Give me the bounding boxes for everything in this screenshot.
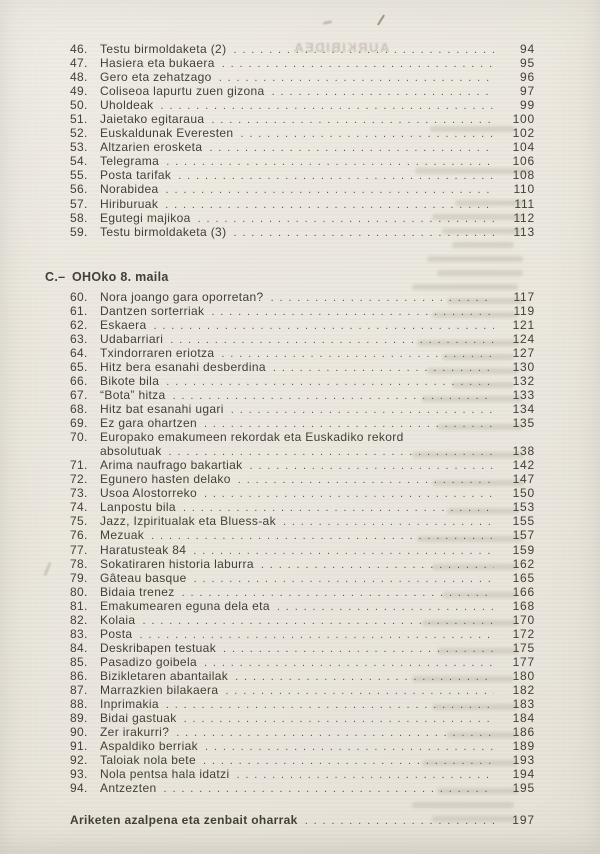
dot-leader [211,304,494,318]
dot-leader [204,416,494,430]
toc-item-title: Gâteau basque [100,570,187,585]
toc-item-page: 166 [512,584,535,599]
toc-item-number: 47. [70,56,88,71]
toc-item-number: 63. [70,331,88,346]
section-label: C.– [45,269,66,284]
toc-item-title: Telegrama [100,154,160,169]
toc-row [70,641,535,655]
toc-item-number: 81. [70,598,88,613]
toc-row [70,290,535,304]
toc-item-page: 133 [512,387,535,402]
toc-row [70,360,535,374]
toc-row [70,42,535,56]
dot-leader [176,725,494,739]
toc-item-page: 127 [512,345,535,360]
toc-item-page: 94 [520,42,535,56]
toc-item-number: 72. [70,472,88,487]
toc-row [70,458,535,472]
toc-row [70,126,535,140]
toc-row [70,182,535,196]
dot-leader [219,70,494,84]
toc-item-page: 150 [512,486,535,501]
dot-leader [205,739,494,753]
toc-row [70,332,535,346]
toc-item-number: 66. [70,373,88,388]
toc-item-number: 55. [70,168,88,183]
toc-row [70,753,535,767]
toc-row [70,627,535,641]
dot-leader [203,753,494,767]
toc-item-number: 77. [70,542,88,557]
toc-item-page: 147 [512,472,535,487]
dot-leader [204,655,494,669]
toc-item-page: 193 [512,753,535,768]
toc-item-number: 54. [70,154,88,169]
toc-item-number: 85. [70,654,88,669]
dot-leader [277,599,494,613]
toc-item-number: 59. [70,224,88,239]
toc-item-page: 138 [512,444,535,459]
toc-item-number: 82. [70,612,88,627]
toc-item-title: Txindorraren eriotza [100,345,215,360]
dot-leader [139,627,494,641]
pen-mark-artifact [377,14,385,25]
toc-item-title: Pasadizo goibela [100,654,198,669]
toc-item-page: 182 [512,682,535,697]
toc-item-number: 84. [70,640,88,655]
toc-row [70,486,535,500]
toc-row [70,70,535,84]
toc-item-number: 91. [70,739,88,754]
toc-item-title: Sokatiraren historia laburra [100,556,254,571]
toc-item-number: 67. [70,387,88,402]
toc-item-title: Hasiera eta bukaera [100,56,215,71]
toc-item-title: Nola pentsa hala idatzi [100,767,230,782]
toc-item-page: 175 [512,640,535,655]
toc-item-title: Norabidea [100,182,159,197]
toc-row [70,154,535,168]
toc-footer-page: 197 [512,813,535,828]
toc-item-number: 71. [70,458,88,473]
toc-item-title: Nora joango gara oporretan? [100,289,264,304]
toc-row [70,304,535,318]
toc-item-page: 194 [512,767,535,782]
toc-row [70,557,535,571]
toc-footer-row [70,813,535,827]
toc-item-title: Aspaldiko berriak [100,739,198,754]
toc-item-page: 168 [512,598,535,613]
toc-row [70,697,535,711]
toc-row [70,140,535,154]
toc-item-title: Gero eta zehatzago [100,70,212,85]
toc-item-title: Egunero hasten delako [100,472,231,487]
toc-item-page: 97 [520,84,535,99]
toc-item-title: Testu birmoldaketa (3) [100,224,227,239]
dot-leader [184,711,494,725]
toc-item-number: 50. [70,98,88,113]
toc-item-title: Europako emakumeen rekordak eta Euskadiko rekord [100,430,404,445]
toc-item-number: 83. [70,626,88,641]
toc-item-page: 113 [513,224,535,239]
toc-item-title: Marrazkien bilakaera [100,682,219,697]
toc-item-page: 159 [512,542,535,557]
table-of-contents [45,42,535,828]
toc-row [70,543,535,557]
dot-leader [182,585,494,599]
toc-item-number: 93. [70,767,88,782]
toc-row [70,98,535,112]
toc-item-title: Hiriburuak [100,196,159,211]
dot-leader [169,444,494,458]
toc-item-page: 100 [512,112,535,127]
toc-footer-title: Ariketen azalpena eta zenbait oharrak [70,813,298,828]
toc-item-number: 80. [70,584,88,599]
toc-item-number: 48. [70,70,88,85]
toc-item-page: 108 [512,168,535,183]
toc-item-title: Deskribapen testuak [100,640,217,655]
toc-row [70,346,535,360]
toc-item-title: Hitz bat esanahi ugari [100,402,224,417]
toc-item-page: 102 [512,126,535,141]
dot-leader [221,346,494,360]
dot-leader [183,500,494,514]
bleedthrough-title: AURKIBIDEA [292,40,390,55]
toc-item-title: Arima naufrago bakartiak [100,458,243,473]
toc-item-page: 153 [512,500,535,515]
smudge-artifact [43,562,51,576]
toc-item-number: 49. [70,84,88,99]
dot-leader [204,486,494,500]
toc-row [70,472,535,486]
toc-item-title: Altzarien erosketa [100,140,203,155]
toc-row [70,767,535,781]
toc-item-title: absolutuak [100,444,162,459]
toc-item-page: 135 [512,416,535,431]
toc-item-number: 70. [70,430,88,445]
toc-item-page: 110 [513,182,535,197]
dot-leader [153,318,494,332]
toc-item-page: 155 [512,514,535,529]
toc-item-page: 186 [512,725,535,740]
toc-row [70,725,535,739]
section-heading [45,270,535,284]
toc-row [70,225,535,239]
toc-item-title: Testu birmoldaketa (2) [100,42,227,56]
toc-item-page: 112 [513,210,535,225]
dot-leader [225,683,494,697]
dot-leader [161,98,494,112]
toc-row [70,388,535,402]
toc-item-number: 87. [70,682,88,697]
toc-item-number: 78. [70,556,88,571]
toc-item-title: Euskaldunak Everesten [100,126,234,141]
dot-leader [173,388,494,402]
toc-item-title: Hitz bera esanahi desberdina [100,359,266,374]
dot-leader [164,781,494,795]
toc-item-title: Posta [100,626,133,641]
dot-leader [249,458,494,472]
toc-item-title: Jazz, Izpiritualak eta Bluess-ak [100,514,276,529]
toc-item-number: 74. [70,500,88,515]
dot-leader [272,84,494,98]
toc-item-title: Zer irakurri? [100,725,170,740]
toc-item-number: 52. [70,126,88,141]
dot-leader [271,290,494,304]
dot-leader [166,697,494,711]
toc-item-page: 99 [520,98,535,113]
toc-row [70,416,535,430]
toc-item-title: Ez gara ohartzen [100,416,197,431]
toc-row [70,318,535,332]
toc-item-number: 76. [70,528,88,543]
toc-item-number: 69. [70,416,88,431]
toc-item-page: 195 [512,781,535,796]
toc-row [70,655,535,669]
toc-item-number: 64. [70,345,88,360]
toc-row [70,514,535,528]
toc-item-page: 117 [513,289,535,304]
dot-leader [166,154,494,168]
toc-item-number: 51. [70,112,88,127]
toc-row [70,683,535,697]
dot-leader [198,211,494,225]
toc-row [70,430,535,444]
toc-row [70,168,535,182]
toc-item-page: 142 [512,458,535,473]
toc-row [70,500,535,514]
toc-item-title: Posta tarifak [100,168,172,183]
toc-item-page: 96 [520,70,535,85]
dot-leader [233,225,494,239]
toc-row [70,56,535,70]
toc-item-title: Inprimakia [100,697,159,712]
toc-item-number: 89. [70,711,88,726]
dot-leader [178,168,494,182]
toc-item-number: 62. [70,317,88,332]
toc-item-title: Eskaera [100,317,147,332]
toc-item-title: Kolaia [100,612,136,627]
dot-leader [231,402,494,416]
toc-item-page: 177 [512,654,535,669]
dot-leader [166,182,494,196]
toc-item-page: 124 [512,331,535,346]
dot-leader [223,641,494,655]
toc-row [70,711,535,725]
toc-row [70,571,535,585]
toc-item-number: 88. [70,697,88,712]
smudge-artifact [323,20,332,25]
toc-item-page: 104 [512,140,535,155]
dot-leader [273,360,494,374]
dot-leader [142,613,494,627]
toc-item-page: 134 [512,402,535,417]
toc-item-title: “Bota” hitza [100,387,166,402]
dot-leader [305,813,494,827]
dot-leader [170,332,494,346]
toc-item-number: 58. [70,210,88,225]
toc-item-page: 183 [512,697,535,712]
toc-item-title: Jaietako egitaraua [100,112,205,127]
toc-item-page: 189 [512,739,535,754]
toc-row [70,528,535,542]
dot-leader [283,514,494,528]
toc-item-page: 170 [512,612,535,627]
toc-item-page: 180 [512,668,535,683]
dot-leader [238,472,494,486]
toc-row [70,211,535,225]
toc-item-page: 111 [514,196,535,211]
dot-leader [240,126,494,140]
toc-row [70,402,535,416]
dot-leader [222,56,494,70]
toc-item-title: Bidai gastuak [100,711,177,726]
toc-item-title: Egutegi majikoa [100,210,191,225]
toc-item-page: 162 [512,556,535,571]
toc-item-title: Antzezten [100,781,157,796]
toc-item-number: 65. [70,359,88,374]
toc-item-number: 92. [70,753,88,768]
toc-item-page: 121 [512,317,535,332]
toc-row [70,585,535,599]
toc-item-page: 95 [520,56,535,71]
toc-item-number: 60. [70,289,88,304]
toc-row [70,112,535,126]
dot-leader [166,374,494,388]
toc-item-page: 119 [513,303,535,318]
toc-item-number: 73. [70,486,88,501]
toc-item-number: 79. [70,570,88,585]
toc-item-title: Bizikletaren abantailak [100,668,229,683]
toc-row [70,669,535,683]
dot-leader [209,140,494,154]
toc-item-number: 56. [70,182,88,197]
toc-item-number: 86. [70,668,88,683]
section-title: OHOko 8. maila [72,269,169,284]
toc-item-title: Coliseoa lapurtu zuen gizona [100,84,265,99]
toc-row [70,781,535,795]
dot-leader [194,571,494,585]
toc-item-title: Bidaia trenez [100,584,175,599]
dot-leader [261,557,494,571]
toc-row [70,374,535,388]
toc-item-title: Emakumearen eguna dela eta [100,598,270,613]
toc-item-number: 68. [70,402,88,417]
toc-item-page: 172 [512,626,535,641]
toc-item-page: 157 [512,528,535,543]
toc-item-title: Usoa Alostorreko [100,486,197,501]
dot-leader [236,767,494,781]
toc-item-number: 46. [70,42,88,56]
toc-item-title: Dantzen sorterriak [100,303,205,318]
toc-item-page: 165 [512,570,535,585]
toc-row [70,84,535,98]
dot-leader [151,528,494,542]
toc-item-title: Uholdeak [100,98,154,113]
toc-item-number: 57. [70,196,88,211]
dot-leader [211,112,494,126]
toc-item-title: Haratusteak 84 [100,542,187,557]
dot-leader [193,543,494,557]
toc-item-number: 90. [70,725,88,740]
dot-leader [165,197,494,211]
toc-item-title: Udabarriari [100,331,164,346]
toc-item-title: Mezuak [100,528,145,543]
toc-row [70,444,535,458]
toc-row [70,599,535,613]
dot-leader [233,42,494,56]
toc-item-number: 53. [70,140,88,155]
toc-item-title: Lanpostu bila [100,500,176,515]
dot-leader [235,669,494,683]
toc-item-number: 61. [70,303,88,318]
toc-item-page: 106 [512,154,535,169]
toc-item-title: Taloiak nola bete [100,753,197,768]
toc-item-page: 130 [512,359,535,374]
toc-row [70,739,535,753]
toc-row [70,613,535,627]
toc-item-page: 184 [512,711,535,726]
toc-row [70,197,535,211]
toc-item-number: 94. [70,781,88,796]
toc-item-page: 132 [512,373,535,388]
toc-item-title: Bikote bila [100,373,160,388]
toc-item-number: 75. [70,514,88,529]
